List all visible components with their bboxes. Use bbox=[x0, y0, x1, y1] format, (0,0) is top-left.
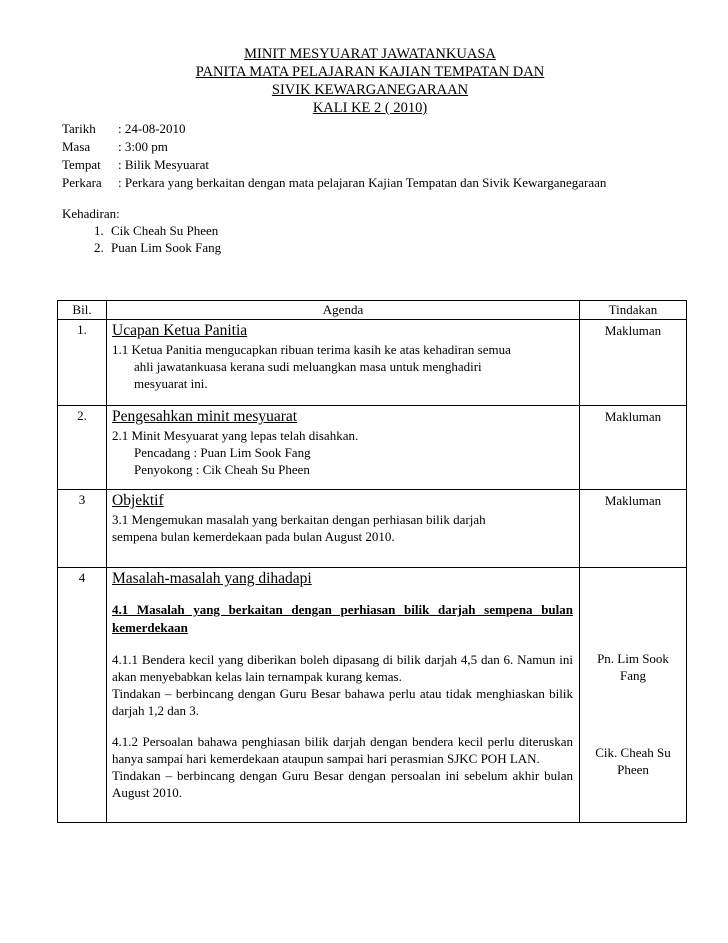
agenda-table bbox=[57, 300, 687, 823]
attendee: 1. Cik Cheah Su Pheen bbox=[107, 222, 221, 239]
agenda-line: Penyokong : Cik Cheah Su Pheen bbox=[134, 462, 310, 477]
action-cell: Makluman bbox=[580, 406, 687, 490]
time-label: Masa bbox=[62, 139, 91, 154]
action-text: Pn. Lim Sook Fang bbox=[597, 651, 669, 683]
agenda-line: 2.1 Minit Mesyuarat yang lepas telah disahkan. bbox=[112, 428, 359, 443]
agenda-heading: Objektif bbox=[112, 492, 164, 509]
agenda-cell bbox=[107, 568, 580, 823]
agenda-line: 3.1 Mengemukan masalah yang berkaitan dengan perhiasan bilik darjah bbox=[112, 512, 486, 527]
title-line-3: SIVIK KEWARGANEGARAAN bbox=[271, 82, 469, 98]
table-header-row bbox=[58, 301, 687, 320]
agenda-line: ahli jawatankuasa kerana sudi meluangkan masa untuk menghadiri bbox=[134, 359, 482, 374]
agenda-line: 1.1 Ketua Panitia mengucapkan ribuan terima kasih ke atas kehadiran semua bbox=[112, 342, 511, 357]
row-number: 1. bbox=[58, 320, 107, 406]
agenda-heading: Masalah-masalah yang dihadapi bbox=[112, 570, 312, 587]
header-agenda: Agenda bbox=[107, 301, 580, 320]
attendance-list bbox=[62, 222, 221, 256]
action-text: Cik. Cheah Su Pheen bbox=[595, 745, 671, 777]
place-value: : Bilik Mesyuarat bbox=[118, 157, 209, 172]
agenda-line: sempena bulan kemerdekaan pada bulan August 2010. bbox=[112, 529, 395, 544]
agenda-line: Pencadang : Puan Lim Sook Fang bbox=[134, 445, 311, 460]
place-label: Tempat bbox=[62, 157, 101, 172]
table-row bbox=[58, 490, 687, 568]
agenda-cell bbox=[107, 320, 580, 406]
row-number: 2. bbox=[58, 406, 107, 490]
agenda-cell bbox=[107, 406, 580, 490]
meeting-details bbox=[62, 120, 606, 192]
action-cell: Makluman bbox=[580, 490, 687, 568]
action-cell bbox=[580, 568, 687, 823]
header-tindakan: Tindakan bbox=[580, 301, 687, 320]
header-bil: Bil. bbox=[58, 301, 107, 320]
agenda-line: mesyuarat ini. bbox=[134, 376, 208, 391]
title-line-1: MINIT MESYUARAT JAWATANKUASA bbox=[244, 46, 496, 62]
agenda-heading: Ucapan Ketua Panitia bbox=[112, 322, 248, 339]
table-row bbox=[58, 320, 687, 406]
action-cell: Makluman bbox=[580, 320, 687, 406]
row-number: 4 bbox=[58, 568, 107, 823]
subject-value: : Perkara yang berkaitan dengan mata pelajaran Kajian Tempatan dan Sivik Kewarganegaraan bbox=[118, 175, 607, 190]
agenda-heading: Pengesahkan minit mesyuarat bbox=[112, 408, 298, 425]
time-value: : 3:00 pm bbox=[118, 139, 168, 154]
date-value: : 24-08-2010 bbox=[118, 121, 186, 136]
title-line-4: KALI KE 2 ( 2010) bbox=[312, 100, 428, 116]
table-row bbox=[58, 406, 687, 490]
subject-row bbox=[62, 174, 606, 192]
agenda-paragraph: 4.1.2 Persoalan bahawa penghiasan bilik darjah dengan bendera kecil perlu diteruskan hanya sampai hari kemerdekaan ataupun sampai hari perasmian SJKC POH LAN. bbox=[112, 734, 573, 766]
agenda-paragraph: 4.1.1 Bendera kecil yang diberikan boleh dipasang di bilik darjah 4,5 dan 6. Namun ini akan menyebabkan kelas lain ternampak kurang kemas. bbox=[112, 652, 573, 684]
time-row bbox=[62, 138, 606, 156]
agenda-paragraph: Tindakan – berbincang dengan Guru Besar bahawa perlu atau tidak menghiaskan bilik darjah 1,2 dan 3. bbox=[112, 686, 573, 718]
agenda-subheading: 4.1 Masalah yang berkaitan dengan perhiasan bilik darjah sempena bulan kemerdekaan bbox=[112, 602, 573, 635]
agenda-paragraph: Tindakan – berbincang dengan Guru Besar dengan persoalan ini sebelum akhir bulan August 2010. bbox=[112, 768, 573, 800]
attendance-label: Kehadiran: bbox=[62, 206, 120, 221]
place-row bbox=[62, 156, 606, 174]
agenda-cell bbox=[107, 490, 580, 568]
title-line-2: PANITA MATA PELAJARAN KAJIAN TEMPATAN DAN bbox=[195, 64, 545, 80]
attendance bbox=[62, 205, 221, 256]
row-number: 3 bbox=[58, 490, 107, 568]
table-row bbox=[58, 568, 687, 823]
date-label: Tarikh bbox=[62, 121, 96, 136]
date-row bbox=[62, 120, 606, 138]
subject-label: Perkara bbox=[62, 175, 102, 190]
attendee: 2. Puan Lim Sook Fang bbox=[107, 239, 221, 256]
